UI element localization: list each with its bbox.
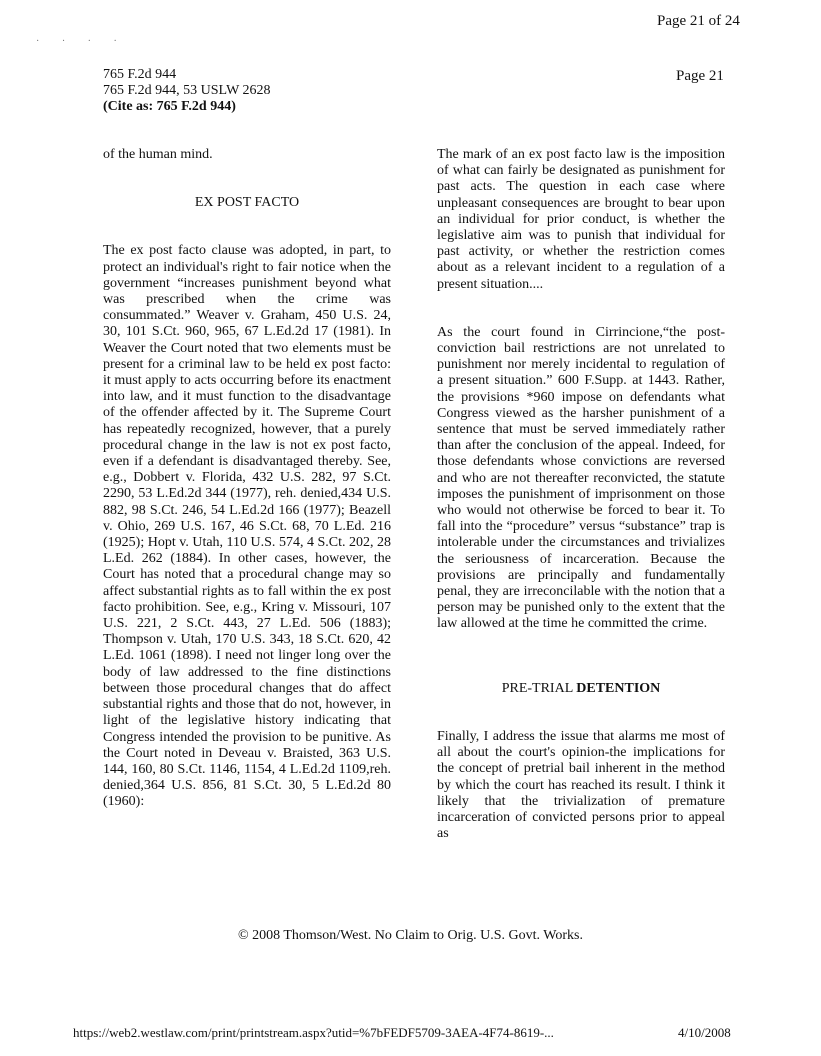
- heading-plain: PRE-TRIAL: [501, 680, 577, 696]
- left-column: [103, 147, 391, 811]
- copyright-footer: © 2008 Thomson/West. No Claim to Orig. U.S. Govt. Works.: [237, 928, 584, 943]
- section-heading-pretrial-detention: [437, 681, 725, 697]
- right-column: [437, 147, 725, 842]
- paragraph-cirrincione: As the court found in Cirrincione,“the post-conviction bail restrictions are not unrelated to punishment nor merely incidental to regulation of a present situation.” 600 F.Supp. at 1443. Rather, the provisions *960 impose on defendants what Congress viewed as the harsher punishment of a sentence that must be served immediately rather than after the conclusion of the appeal. Indeed, for those defendants whose convictions are reversed and who are not thereafter reconvicted, the statute imposes the punishment of imprisonment on those who would not otherwise be forced to bear it. To fall into the “procedure” versus “substance” trap is intolerable under the circumstances and trivializes the seriousness of incarceration. Because the provisions are principally and fundamentally penal, they are irreconcilable with the notion that a person may be punished only to the extent that the law allowed at the time he committed the crime.: [437, 324, 725, 632]
- paragraph-pretrial-bail: Finally, I address the issue that alarms me most of all about the court's opinion-the implications for the concept of pretrial bail inherent in the method by which the court has reached its result. I think it likely that the trivialization of premature incarceration of convicted persons prior to appeal as: [437, 728, 725, 842]
- page-label: Page 21: [676, 68, 724, 84]
- block-quote: The mark of an ex post facto law is the imposition of what can fairly be designated as punishment for past acts. The question in each case where unpleasant consequences are brought to bear upon an individual for prior conduct, is whether the legislative aim was to punish that individual for past activity, or whether the restriction comes about as a relevant incident to a regulation of a present situation....: [437, 147, 725, 292]
- citation-line-2: 765 F.2d 944, 53 USLW 2628: [103, 83, 271, 98]
- citation-line-1: 765 F.2d 944: [103, 67, 177, 82]
- opening-fragment: of the human mind.: [103, 147, 213, 162]
- cite-as-line: (Cite as: 765 F.2d 944): [103, 99, 236, 114]
- page-count: Page 21 of 24: [657, 13, 740, 29]
- scan-specks: · · · ·: [36, 36, 127, 47]
- source-url: https://web2.westlaw.com/print/printstream.aspx?utid=%7bFEDF5709-3AEA-4F74-8619-...: [73, 1025, 554, 1040]
- paragraph-ex-post-facto: The ex post facto clause was adopted, in part, to protect an individual's right to fair notice when the government “increases punishment beyond what was prescribed when the crime was consummated.” Weaver v. Graham, 450 U.S. 24, 30, 101 S.Ct. 960, 965, 67 L.Ed.2d 17 (1981). In Weaver the Court noted that two elements must be present for a criminal law to be held ex post facto: it must apply to acts occurring before its enactment into law, and it must function to the disadvantage of the offender affected by it. The Supreme Court has repeatedly recognized, however, that a purely procedural change in the law is not ex post facto, even if a defendant is disadvantaged thereby. See, e.g., Dobbert v. Florida, 432 U.S. 282, 97 S.Ct. 2290, 53 L.Ed.2d 344 (1977), reh. denied,434 U.S. 882, 98 S.Ct. 246, 54 L.Ed.2d 166 (1977); Beazell v. Ohio, 269 U.S. 167, 46 S.Ct. 68, 70 L.Ed. 216 (1925); Hopt v. Utah, 110 U.S. 574, 4 S.Ct. 202, 28 L.Ed. 262 (1884). In other cases, however, the Court has noted that a procedural change may so affect substantial rights as to fall within the ex post facto prohibition. See, e.g., Kring v. Missouri, 107 U.S. 221, 2 S.Ct. 443, 27 L.Ed. 506 (1883); Thompson v. Utah, 170 U.S. 343, 18 S.Ct. 620, 42 L.Ed. 1061 (1898). I need not linger long over the body of law addressed to the fine distinctions between those procedural changes that do affect substantial rights and those that do not, however, in light of the legislative history indicating that Congress intended the provision to be punitive. As the Court noted in Deveau v. Braisted, 363 U.S. 144, 160, 80 S.Ct. 1146, 1154, 4 L.Ed.2d 1109,reh. denied,364 U.S. 856, 81 S.Ct. 30, 5 L.Ed.2d 80 (1960):: [103, 243, 391, 810]
- citation-block: [103, 67, 271, 115]
- section-heading-ex-post-facto: EX POST FACTO: [194, 195, 300, 211]
- print-date: 4/10/2008: [678, 1025, 731, 1040]
- heading-bold: DETENTION: [576, 680, 661, 696]
